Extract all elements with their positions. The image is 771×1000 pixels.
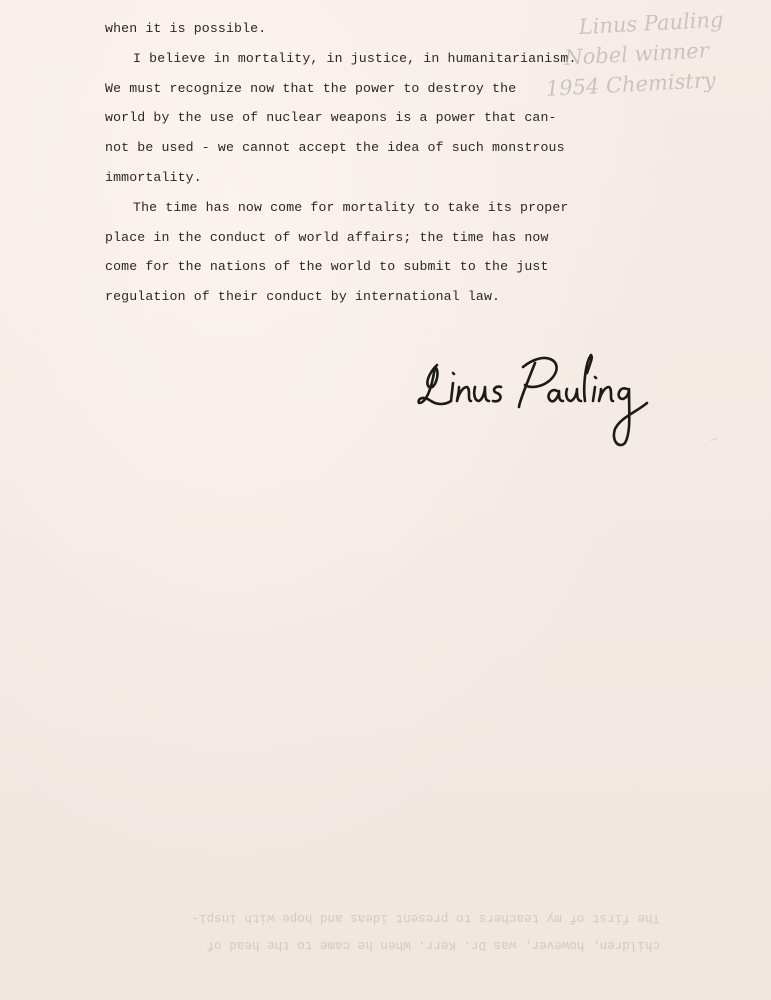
typed-line: We must recognize now that the power to destroy the — [105, 80, 517, 96]
pencil-line: Linus Pauling — [578, 7, 724, 40]
pencil-line: 1954 Chemistry — [545, 68, 717, 101]
handwritten-signature — [415, 343, 665, 453]
bleed-line: children, however, was Dr. Kerr. When he came to the head of — [206, 938, 660, 952]
typed-line: world by the use of nuclear weapons is a power that can- — [105, 110, 557, 126]
faint-pencil-mark: ⌇ — [705, 436, 719, 444]
typed-line: immortality. — [105, 169, 202, 185]
bleed-line: The first of my teachers to present ideas and hope with inspi- — [191, 911, 660, 925]
typed-line: regulation of their conduct by international law. — [105, 289, 501, 305]
bleed-through-text — [160, 904, 660, 958]
typed-line: place in the conduct of world affairs; the time has now — [105, 229, 549, 245]
pencil-annotation — [542, 2, 771, 104]
pencil-line: Nobel winner — [563, 38, 710, 70]
typed-line: I believe in mortality, in justice, in humanitarianism. — [133, 50, 577, 66]
typed-line: come for the nations of the world to submit to the just — [105, 259, 549, 275]
typed-line: The time has now come for mortality to take its proper — [133, 199, 569, 215]
typed-text-body — [105, 14, 585, 312]
typed-line: not be used - we cannot accept the idea of such monstrous — [105, 140, 565, 156]
typed-line: when it is possible. — [105, 21, 267, 36]
